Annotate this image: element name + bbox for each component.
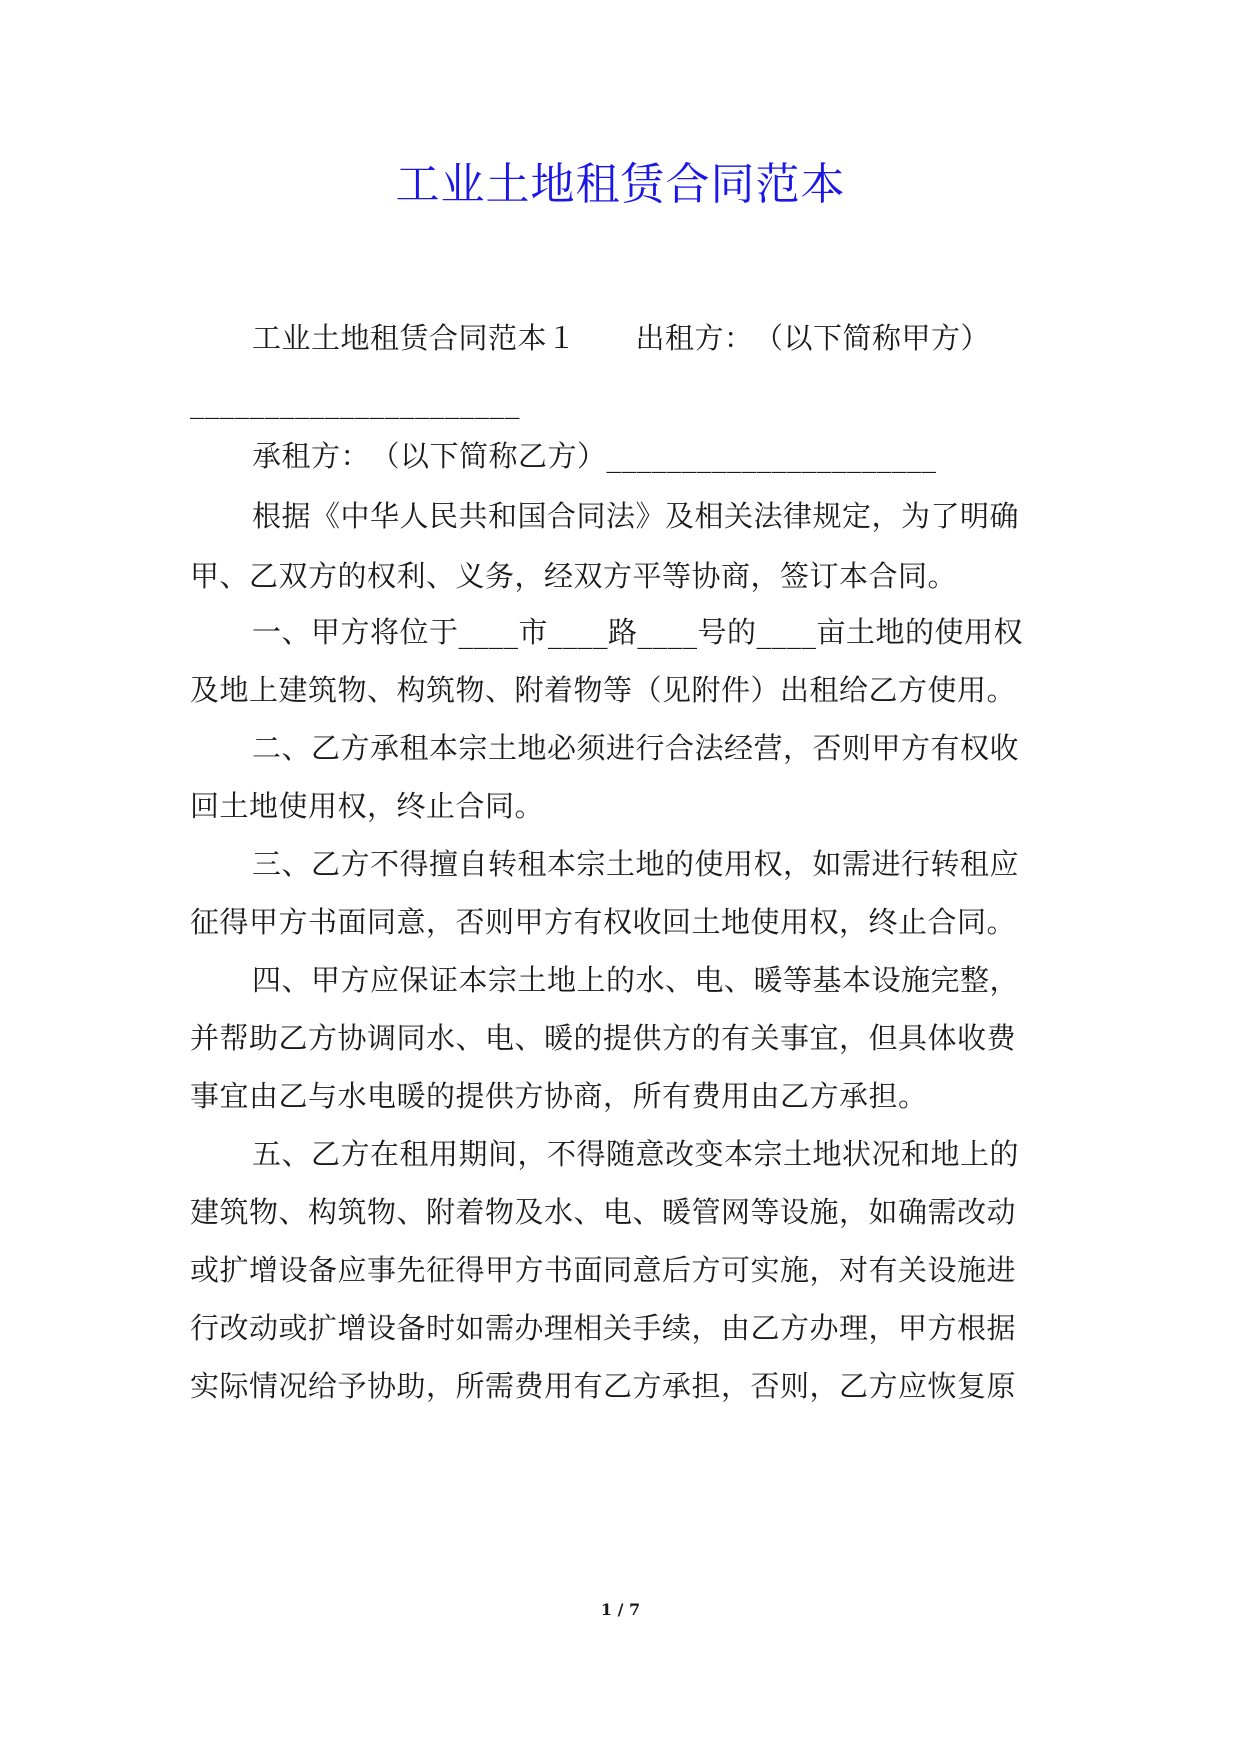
text-line: 四、甲方应保证本宗土地上的水、电、暖等基本设施完整， — [252, 963, 1020, 997]
text-line: 回土地使用权，终止合同。 — [190, 789, 545, 823]
text-line: 三、乙方不得擅自转租本宗土地的使用权，如需进行转租应 — [252, 847, 1020, 881]
text-line: ______________________ — [190, 385, 520, 419]
text-line: 事宜由乙与水电暖的提供方协商，所有费用由乙方承担。 — [190, 1079, 928, 1113]
text-line: 行改动或扩增设备时如需办理相关手续，由乙方办理，甲方根据 — [190, 1311, 1017, 1345]
text-line: 甲、乙双方的权利、义务，经双方平等协商，签订本合同。 — [190, 559, 958, 593]
text-line: 承租方： （以下简称乙方）______________________ — [252, 439, 937, 473]
text-line: 一、甲方将位于____市____路____号的____亩土地的使用权 — [252, 615, 1024, 649]
text-line: 或扩增设备应事先征得甲方书面同意后方可实施，对有关设施进 — [190, 1253, 1017, 1287]
text-line: 及地上建筑物、构筑物、附着物等（见附件）出租给乙方使用。 — [190, 673, 1017, 707]
text-line: 五、乙方在租用期间，不得随意改变本宗土地状况和地上的 — [252, 1137, 1020, 1171]
text-line: 实际情况给予协助，所需费用有乙方承担，否则，乙方应恢复原 — [190, 1369, 1017, 1403]
text-line: 建筑物、构筑物、附着物及水、电、暖管网等设施，如确需改动 — [190, 1195, 1017, 1229]
document-title: 工业土地租赁合同范本 — [395, 159, 846, 210]
text-line: 并帮助乙方协调同水、电、暖的提供方的有关事宜，但具体收费 — [190, 1021, 1017, 1055]
text-line: 二、乙方承租本宗土地必须进行合法经营，否则甲方有权收 — [252, 731, 1020, 765]
text-line: 征得甲方书面同意，否则甲方有权收回土地使用权，终止合同。 — [190, 905, 1017, 939]
page-number: 1 / 7 — [600, 1600, 641, 1619]
text-line: 工业土地租赁合同范本１ 出租方： （以下简称甲方） — [252, 321, 991, 355]
text-line: 根据《中华人民共和国合同法》及相关法律规定，为了明确 — [252, 499, 1020, 533]
